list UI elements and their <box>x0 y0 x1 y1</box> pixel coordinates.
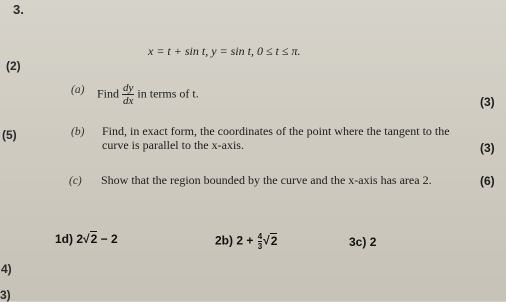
part-c-label: (c) <box>69 175 82 187</box>
answer-2b <box>215 232 277 251</box>
margin-mark-1: (2) <box>6 59 21 73</box>
part-a-label: (a) <box>71 84 85 96</box>
question-number: 3. <box>13 2 24 17</box>
fraction-numerator: dy <box>123 82 134 94</box>
sqrt-symbol: √ <box>263 233 270 248</box>
margin-mark-4: 3) <box>0 288 11 302</box>
answer-2b-head: 2 + <box>236 233 254 248</box>
part-c-text: Show that the region bounded by the curve and the x-axis has area 2. <box>101 173 432 187</box>
part-b-line2: curve is parallel to the x-axis. <box>102 138 244 152</box>
part-c-marks: (6) <box>480 174 495 188</box>
part-a-text <box>97 82 199 107</box>
answer-3c <box>349 235 376 249</box>
parametric-equation: x = t + sin t, y = sin t, 0 ≤ t ≤ π. <box>148 44 301 58</box>
answer-2b-fraction-num: 4 <box>257 232 263 241</box>
answer-2b-fraction <box>258 232 262 251</box>
answer-2b-radicand: 2 <box>270 233 278 248</box>
part-a-text-post: in terms of t. <box>137 86 199 101</box>
answer-2b-label: 2b) <box>215 233 233 248</box>
sqrt-symbol: √ <box>83 232 90 246</box>
part-b-line1: Find, in exact form, the coordinates of the point where the tangent to the <box>102 124 450 138</box>
margin-mark-3: 4) <box>1 262 12 276</box>
answer-1d-tail: − 2 <box>100 232 118 246</box>
answer-1d <box>55 232 118 246</box>
fraction-denominator: dx <box>123 95 134 107</box>
answer-2b-fraction-den: 3 <box>257 242 263 251</box>
answer-1d-radicand: 2 <box>90 232 98 246</box>
answer-3c-value: 2 <box>369 235 377 249</box>
answer-1d-coef: 2 <box>76 232 84 246</box>
answer-1d-label: 1d) <box>55 232 73 246</box>
part-a-marks: (3) <box>480 95 495 109</box>
part-b-label: (b) <box>71 126 85 138</box>
answer-3c-label: 3c) <box>349 235 367 249</box>
margin-mark-2: (5) <box>2 128 17 142</box>
part-b-marks: (3) <box>480 141 495 155</box>
part-a-text-pre: Find <box>97 86 120 101</box>
dy-dx-fraction <box>122 82 134 107</box>
